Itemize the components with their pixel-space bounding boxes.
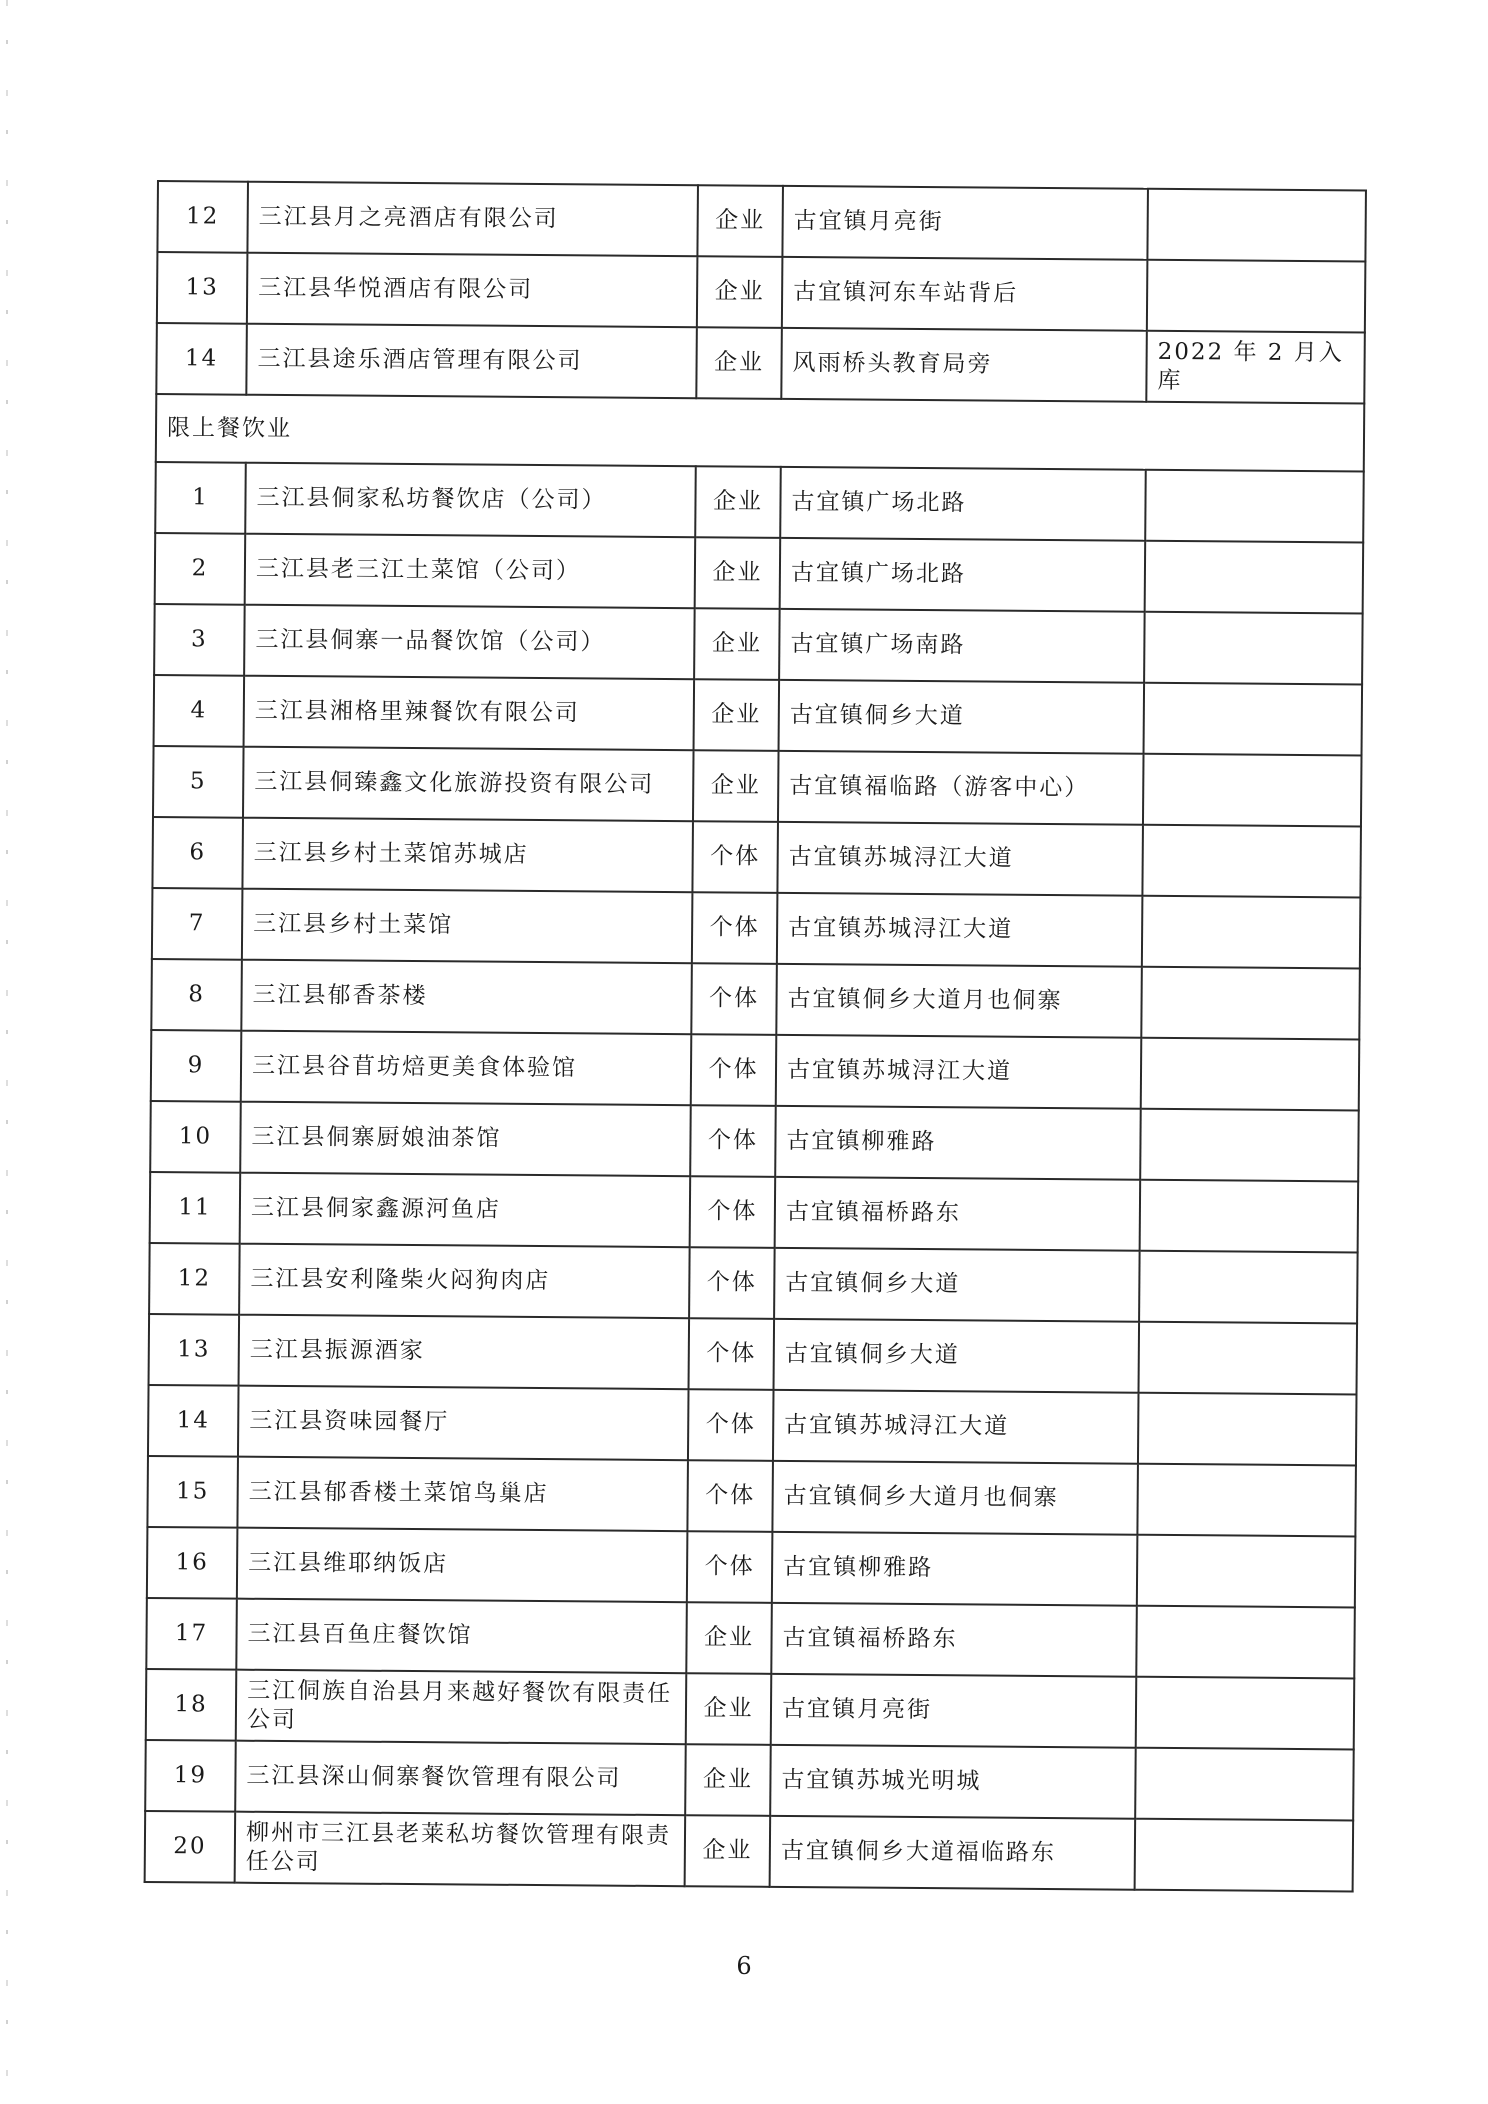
- table-body-top: [156, 181, 1366, 403]
- table-row: [149, 1243, 1358, 1323]
- business-type: 企业: [694, 679, 780, 751]
- business-name: 三江县侗寨一品餐饮馆（公司）: [244, 605, 695, 680]
- row-number: 12: [149, 1243, 240, 1315]
- business-address: 古宜镇福桥路东: [771, 1603, 1137, 1677]
- row-note: [1137, 1535, 1356, 1608]
- business-address: 古宜镇广场北路: [780, 538, 1146, 612]
- row-number: 20: [145, 1811, 236, 1883]
- business-address: 古宜镇侗乡大道: [779, 680, 1145, 754]
- table-row: [151, 1030, 1360, 1110]
- row-note: [1140, 1109, 1359, 1182]
- business-name: 三江县乡村土菜馆苏城店: [242, 818, 693, 893]
- row-note: [1144, 683, 1363, 756]
- table-row: [155, 462, 1364, 542]
- business-name: 三江县湘格里辣餐饮有限公司: [244, 676, 695, 751]
- business-name: 三江县郁香楼土菜馆鸟巢店: [237, 1457, 688, 1532]
- row-number: 19: [145, 1740, 236, 1812]
- row-note: [1139, 1251, 1358, 1324]
- business-name: 三江县振源酒家: [239, 1315, 690, 1390]
- table-row: [153, 746, 1362, 826]
- business-type: 个体: [687, 1460, 773, 1532]
- table-section-header: [156, 394, 1364, 471]
- business-address: 古宜镇苏城光明城: [770, 1745, 1136, 1819]
- business-name: 三江县百鱼庄餐饮馆: [236, 1599, 687, 1674]
- business-address: 古宜镇柳雅路: [772, 1532, 1138, 1606]
- business-type: 企业: [685, 1744, 771, 1816]
- business-name: 三江县途乐酒店管理有限公司: [246, 324, 697, 399]
- row-number: 6: [152, 817, 243, 889]
- business-address: 古宜镇月亮街: [782, 186, 1148, 260]
- row-number: 17: [146, 1598, 237, 1670]
- business-name: 三江县维耶纳饭店: [237, 1528, 688, 1603]
- table-row: [150, 1172, 1359, 1252]
- business-name: 三江县侗家私坊餐饮店（公司）: [245, 463, 696, 538]
- business-type: 个体: [690, 1105, 776, 1177]
- section-title: 限上餐饮业: [156, 394, 1364, 471]
- row-note: [1145, 541, 1364, 614]
- business-name: 柳州市三江县老莱私坊餐饮管理有限责任公司: [235, 1812, 686, 1887]
- row-number: 1: [155, 462, 246, 534]
- business-address: 风雨桥头教育局旁: [781, 328, 1147, 402]
- row-note: [1141, 1038, 1360, 1111]
- business-type: 个体: [692, 821, 778, 893]
- table-row: [149, 1314, 1358, 1394]
- row-note: [1137, 1464, 1356, 1537]
- business-type: 企业: [694, 608, 780, 680]
- table-row: [147, 1527, 1356, 1607]
- table-row: [146, 1669, 1355, 1749]
- business-address: 古宜镇福桥路东: [775, 1177, 1141, 1251]
- business-address: 古宜镇广场北路: [780, 467, 1146, 541]
- business-name: 三江县资味园餐厅: [238, 1386, 689, 1461]
- business-name: 三江县侗臻鑫文化旅游投资有限公司: [243, 747, 694, 822]
- business-name: 三江县月之亮酒店有限公司: [247, 182, 698, 257]
- business-type: 企业: [693, 750, 779, 822]
- business-address: 古宜镇柳雅路: [775, 1106, 1141, 1180]
- row-number: 14: [156, 323, 247, 395]
- row-number: 5: [153, 746, 244, 818]
- row-number: 2: [155, 533, 246, 605]
- business-address: 古宜镇广场南路: [779, 609, 1145, 683]
- table-row: [154, 604, 1363, 684]
- row-note: [1147, 189, 1366, 262]
- business-type: 个体: [688, 1389, 774, 1461]
- scan-edge-artifact: [6, 0, 8, 2104]
- business-address: 古宜镇侗乡大道月也侗寨: [776, 964, 1142, 1038]
- table-body-bottom: [145, 462, 1364, 1891]
- row-note: [1138, 1393, 1357, 1466]
- business-type: 个体: [691, 1034, 777, 1106]
- table-row: [147, 1456, 1356, 1536]
- business-type: 个体: [692, 892, 778, 964]
- business-type: 个体: [690, 1176, 776, 1248]
- row-number: 9: [151, 1030, 242, 1102]
- row-number: 18: [146, 1669, 237, 1741]
- row-number: 16: [147, 1527, 238, 1599]
- table-row: [154, 675, 1363, 755]
- business-name: 三江县乡村土菜馆: [242, 889, 693, 964]
- business-address: 古宜镇侗乡大道: [774, 1319, 1140, 1393]
- business-type: 企业: [685, 1815, 771, 1887]
- row-number: 3: [154, 604, 245, 676]
- business-type: 个体: [687, 1531, 773, 1603]
- row-note: [1144, 612, 1363, 685]
- business-address: 古宜镇苏城浔江大道: [777, 822, 1143, 896]
- table-row: [151, 959, 1360, 1039]
- business-name: 三江侗族自治县月来越好餐饮有限责任公司: [236, 1670, 687, 1745]
- business-type: 企业: [697, 185, 783, 257]
- business-type: 个体: [689, 1318, 775, 1390]
- row-note: 2022 年 2 月入库: [1146, 331, 1365, 404]
- table-row: [155, 533, 1364, 613]
- business-address: 古宜镇苏城浔江大道: [777, 893, 1143, 967]
- business-type: 企业: [695, 466, 781, 538]
- table-row: [157, 181, 1366, 261]
- enterprise-list-table: [144, 180, 1367, 1892]
- row-number: 15: [147, 1456, 238, 1528]
- business-type: 企业: [686, 1602, 772, 1674]
- business-address: 古宜镇侗乡大道月也侗寨: [772, 1461, 1138, 1535]
- business-type: 企业: [696, 327, 782, 399]
- row-note: [1142, 896, 1361, 969]
- row-note: [1147, 260, 1366, 333]
- page-number: 6: [736, 1952, 752, 1980]
- row-note: [1145, 470, 1364, 543]
- table-row: [148, 1385, 1357, 1465]
- table-row: [145, 1740, 1354, 1820]
- row-note: [1143, 754, 1362, 827]
- business-address: 古宜镇侗乡大道: [774, 1248, 1140, 1322]
- business-name: 三江县郁香茶楼: [241, 960, 692, 1035]
- business-name: 三江县深山侗寨餐饮管理有限公司: [235, 1741, 686, 1816]
- row-number: 11: [150, 1172, 241, 1244]
- table-row: [156, 323, 1365, 403]
- row-number: 14: [148, 1385, 239, 1457]
- business-address: 古宜镇月亮街: [771, 1674, 1137, 1748]
- row-note: [1136, 1677, 1355, 1750]
- row-number: 12: [157, 181, 248, 253]
- row-number: 8: [151, 959, 242, 1031]
- row-number: 10: [150, 1101, 241, 1173]
- row-number: 4: [154, 675, 245, 747]
- business-type: 企业: [695, 537, 781, 609]
- business-address: 古宜镇侗乡大道福临路东: [770, 1816, 1136, 1890]
- business-address: 古宜镇河东车站背后: [782, 257, 1148, 331]
- table-row: [152, 888, 1361, 968]
- business-type: 个体: [689, 1247, 775, 1319]
- row-number: 13: [157, 252, 248, 324]
- business-type: 企业: [697, 256, 783, 328]
- table-row: [150, 1101, 1359, 1181]
- row-note: [1135, 1748, 1354, 1821]
- business-name: 三江县华悦酒店有限公司: [247, 253, 698, 328]
- section-row: [156, 394, 1364, 471]
- business-name: 三江县侗寨厨娘油茶馆: [240, 1102, 691, 1177]
- row-note: [1140, 1180, 1359, 1253]
- row-number: 7: [152, 888, 243, 960]
- business-name: 三江县侗家鑫源河鱼店: [240, 1173, 691, 1248]
- row-note: [1136, 1606, 1355, 1679]
- row-number: 13: [149, 1314, 240, 1386]
- row-note: [1139, 1322, 1358, 1395]
- business-address: 古宜镇苏城浔江大道: [776, 1035, 1142, 1109]
- table-row: [146, 1598, 1355, 1678]
- row-note: [1141, 967, 1360, 1040]
- business-name: 三江县安利隆柴火闷狗肉店: [239, 1244, 690, 1319]
- business-address: 古宜镇福临路（游客中心）: [778, 751, 1144, 825]
- row-note: [1142, 825, 1361, 898]
- business-type: 个体: [691, 963, 777, 1035]
- row-note: [1135, 1819, 1354, 1892]
- business-name: 三江县谷苜坊焙更美食体验馆: [241, 1031, 692, 1106]
- business-name: 三江县老三江土菜馆（公司）: [245, 534, 696, 609]
- business-type: 企业: [686, 1673, 772, 1745]
- table-row: [145, 1811, 1354, 1891]
- table-row: [152, 817, 1361, 897]
- table-row: [157, 252, 1366, 332]
- business-address: 古宜镇苏城浔江大道: [773, 1390, 1139, 1464]
